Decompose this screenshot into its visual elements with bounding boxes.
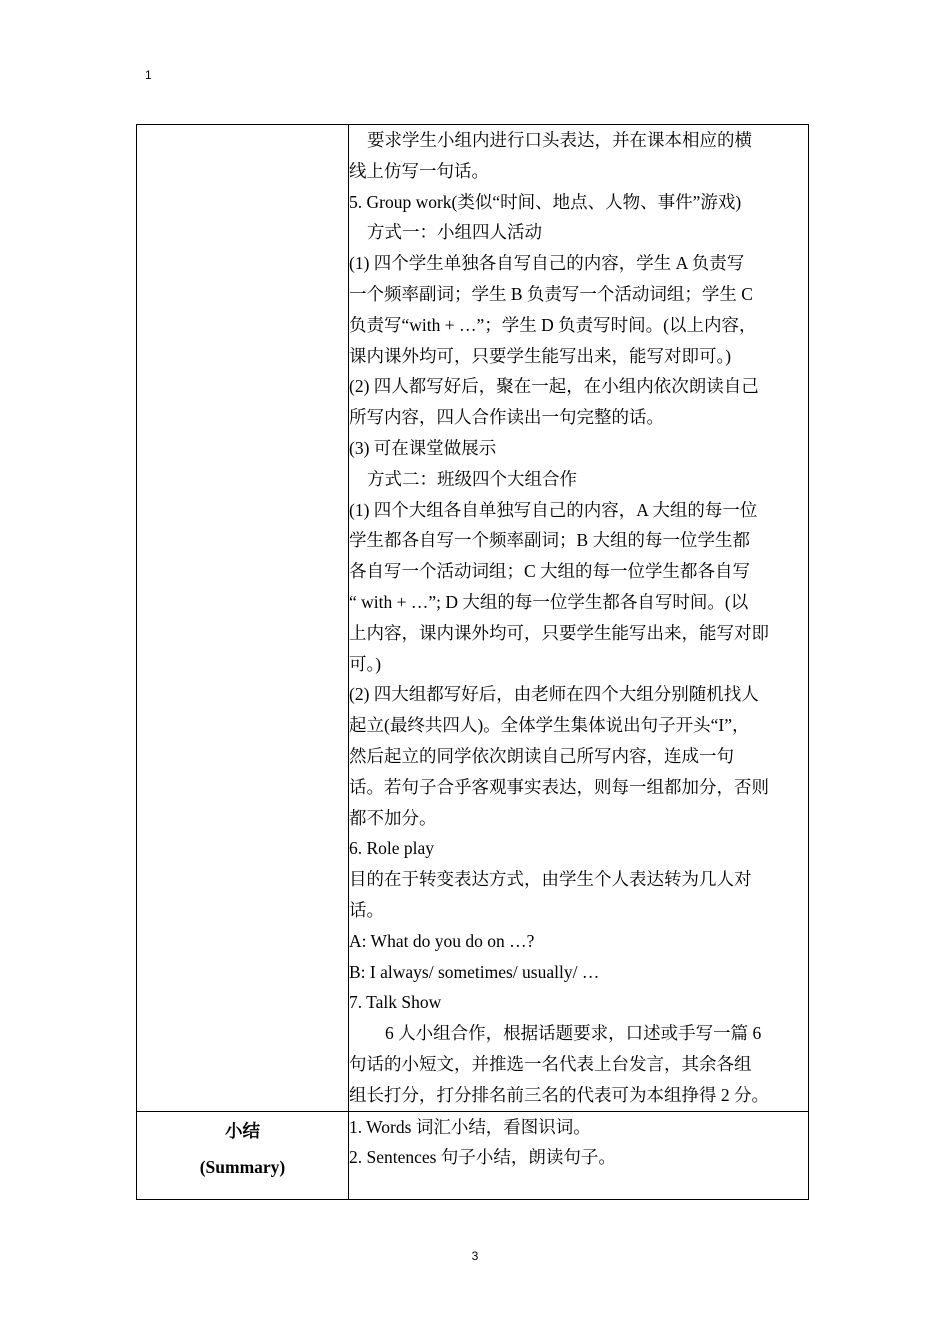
text-line: 组长打分，打分排名前三名的代表可为本组挣得 2 分。 bbox=[349, 1084, 769, 1105]
text-line: 方式一：小组四人活动 bbox=[367, 222, 542, 243]
text-line: “ with + …”; D 大组的每一位学生都各自写时间。(以 bbox=[349, 591, 749, 612]
text-line: 起立(最终共四人)。全体学生集体说出句子开头“I”， bbox=[349, 715, 750, 736]
summary-row bbox=[137, 1111, 809, 1199]
summary-item: 2. Sentences 句子小结，朗读句子。 bbox=[349, 1147, 616, 1168]
section-heading-talk-show: 7. Talk Show bbox=[349, 992, 442, 1013]
text-line: 话。若句子合乎客观事实表达，则每一组都加分，否则 bbox=[349, 776, 769, 797]
header-page-label: 1 bbox=[145, 68, 152, 82]
text-line: 线上仿写一句话。 bbox=[349, 160, 489, 181]
summary-item: 1. Words 词汇小结，看图识词。 bbox=[349, 1116, 591, 1137]
text-line: 6 人小组合作，根据话题要求，口述或手写一篇 6 bbox=[385, 1023, 762, 1044]
text-line: 然后起立的同学依次朗读自己所写内容，连成一句 bbox=[349, 745, 734, 766]
text-line: 方式二：班级四个大组合作 bbox=[367, 468, 577, 489]
section-heading-group-work: 5. Group work(类似“时间、地点、人物、事件”游戏) bbox=[349, 191, 742, 212]
summary-title: 小结 bbox=[225, 1120, 260, 1141]
text-line: 一个频率副词；学生 B 负责写一个活动词组；学生 C bbox=[349, 283, 753, 304]
lesson-plan-table bbox=[136, 124, 809, 1200]
text-line: 所写内容，四人合作读出一句完整的话。 bbox=[349, 407, 664, 428]
text-line: 各自写一个活动词组；C 大组的每一位学生都各自写 bbox=[349, 561, 751, 582]
text-line: 可。) bbox=[349, 653, 382, 674]
text-line: (1) 四个大组各自单独写自己的内容，A 大组的每一位 bbox=[349, 499, 758, 520]
section-heading-role-play: 6. Role play bbox=[349, 838, 435, 859]
text-line: 要求学生小组内进行口头表达，并在课本相应的横 bbox=[367, 130, 752, 150]
summary-label-cell bbox=[137, 1111, 349, 1199]
text-line: 学生都各自写一个频率副词；B 大组的每一位学生都 bbox=[349, 530, 751, 551]
text-line: 负责写“with + …”；学生 D 负责写时间。(以上内容， bbox=[349, 314, 757, 335]
text-line: 都不加分。 bbox=[349, 807, 437, 828]
text-line: (2) 四人都写好后，聚在一起，在小组内依次朗读自己 bbox=[349, 376, 759, 397]
footer-page-number: 3 bbox=[471, 1249, 479, 1263]
summary-subtitle: (Summary) bbox=[199, 1156, 286, 1177]
text-line: 课内课外均可，只要学生能写出来，能写对即可。) bbox=[349, 345, 732, 366]
dialogue-line: B: I always/ sometimes/ usually/ … bbox=[349, 961, 600, 982]
dialogue-line: A: What do you do on …? bbox=[349, 930, 535, 951]
text-line: 话。 bbox=[349, 899, 384, 920]
activities-label-cell bbox=[137, 125, 349, 1112]
text-line: (3) 可在课堂做展示 bbox=[349, 437, 497, 458]
text-line: (2) 四大组都写好后，由老师在四个大组分别随机找人 bbox=[349, 684, 759, 705]
activities-content-cell bbox=[349, 125, 809, 1112]
text-line: 上内容，课内课外均可，只要学生能写出来，能写对即 bbox=[349, 622, 769, 643]
text-line: 目的在于转变表达方式，由学生个人表达转为几人对 bbox=[349, 869, 752, 890]
text-line: (1) 四个学生单独各自写自己的内容，学生 A 负责写 bbox=[349, 253, 745, 274]
text-line: 句话的小短文，并推选一名代表上台发言，其余各组 bbox=[349, 1053, 752, 1074]
activities-row bbox=[137, 125, 809, 1112]
summary-content-cell bbox=[349, 1111, 809, 1199]
